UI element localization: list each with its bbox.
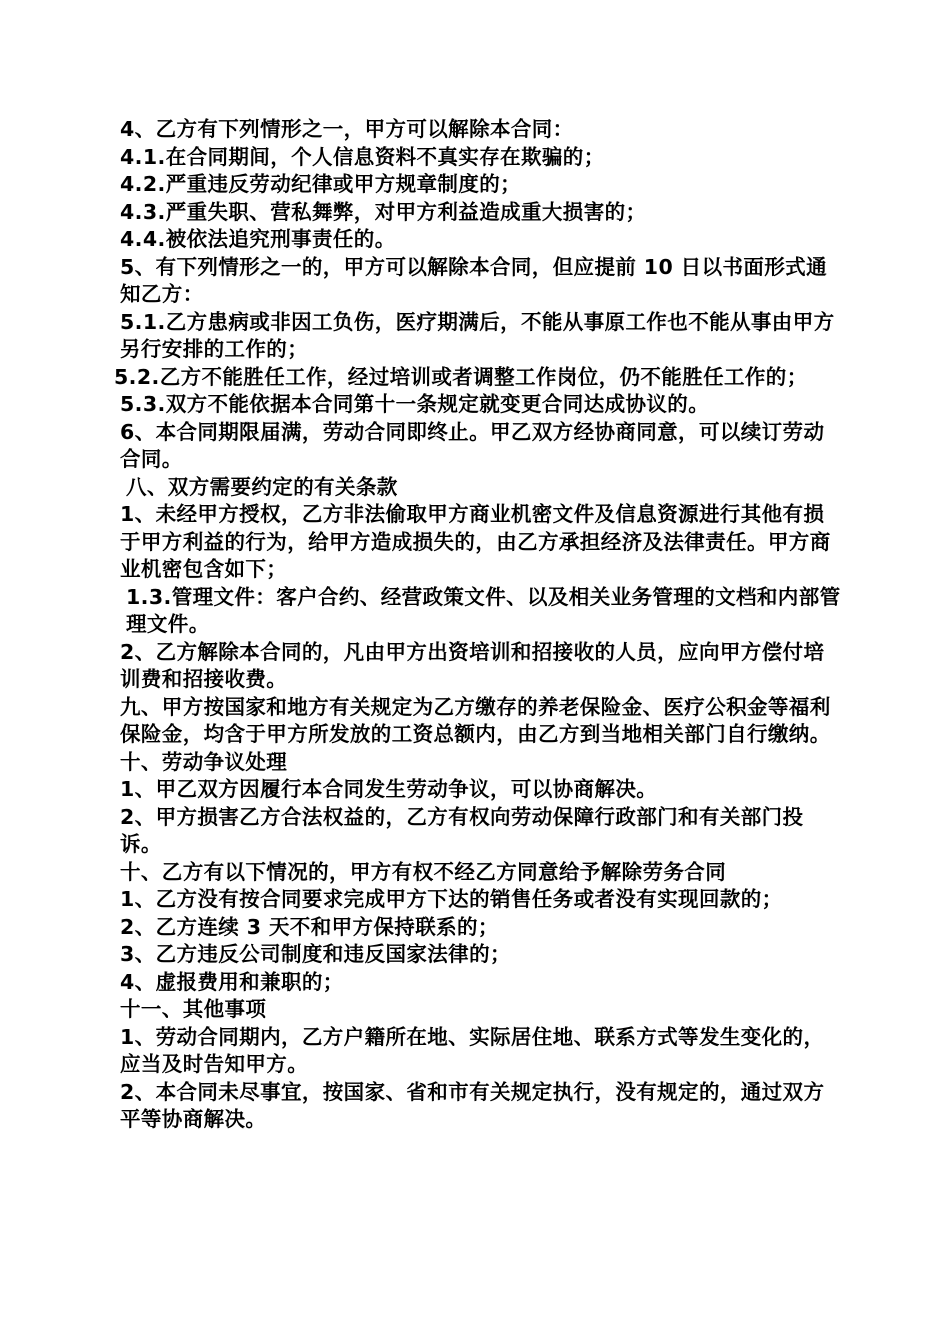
section-9: 九、甲方按国家和地方有关规定为乙方缴存的养老保险金、医疗公积金等福利保险金，均含于甲方所发放的工资总额内，由乙方到当地相关部门自行缴纳。 — [120, 694, 831, 746]
clause-6: 6、本合同期限届满，劳动合同即终止。甲乙双方经协商同意，可以续订劳动合同。 — [120, 419, 825, 471]
clause-4-3: 4.3.严重失职、营私舞弊，对甲方利益造成重大损害的； — [120, 199, 647, 224]
section-10b-clause-1: 1、乙方没有按合同要求完成甲方下达的销售任务或者没有实现回款的； — [120, 887, 783, 911]
clause-4: 4、乙方有下列情形之一，甲方可以解除本合同： — [120, 117, 574, 141]
section-11-heading: 十一、其他事项 — [120, 997, 267, 1021]
clause-4-4: 4.4.被依法追究刑事责任的。 — [120, 227, 396, 251]
section-10b-clause-3: 3、乙方违反公司制度和违反国家法律的； — [120, 942, 511, 966]
section-10-clause-2: 2、甲方损害乙方合法权益的，乙方有权向劳动保障行政部门和有关部门投诉。 — [120, 804, 804, 856]
clause-4-1: 4.1.在合同期间，个人信息资料不真实存在欺骗的； — [120, 144, 605, 169]
section-10b-clause-2: 2、乙方连续 3 天不和甲方保持联系的； — [120, 914, 499, 939]
section-10b-heading: 十、乙方有以下情况的，甲方有权不经乙方同意给予解除劳务合同 — [120, 859, 727, 884]
document-page — [114, 116, 844, 1134]
section-8-heading: 八、双方需要约定的有关条款 — [126, 474, 398, 499]
section-8-clause-1: 1、未经甲方授权，乙方非法偷取甲方商业机密文件及信息资源进行其他有损于甲方利益的行为，给甲方造成损失的，由乙方承担经济及法律责任。甲方商业机密包含如下； — [120, 502, 831, 581]
clause-5: 5、有下列情形之一的，甲方可以解除本合同，但应提前 10 日以书面形式通知乙方： — [120, 254, 827, 306]
section-11-clause-1: 1、劳动合同期内，乙方户籍所在地、实际居住地、联系方式等发生变化的，应当及时告知甲方。 — [120, 1024, 825, 1076]
section-10b-clause-4: 4、虚报费用和兼职的； — [120, 969, 344, 994]
clause-4-2: 4.2.严重违反劳动纪律或甲方规章制度的； — [120, 172, 522, 196]
section-11-clause-2: 2、本合同未尽事宜，按国家、省和市有关规定执行，没有规定的，通过双方平等协商解决。 — [120, 1079, 825, 1131]
clause-5-1: 5.1.乙方患病或非因工负伤，医疗期满后，不能从事原工作也不能从事由甲方另行安排的工作的； — [120, 309, 835, 361]
section-10-clause-1: 1、甲乙双方因履行本合同发生劳动争议，可以协商解决。 — [120, 777, 658, 801]
section-8-clause-1-3: 1.3.管理文件：客户合约、经营政策文件、以及相关业务管理的文档和内部管理文件。 — [126, 584, 841, 636]
section-10-heading: 十、劳动争议处理 — [120, 749, 288, 774]
section-8-clause-2: 2、乙方解除本合同的，凡由甲方出资培训和招接收的人员，应向甲方偿付培训费和招接收费。 — [120, 639, 825, 691]
clause-5-2: 5.2.乙方不能胜任工作，经过培训或者调整工作岗位，仍不能胜任工作的； — [114, 364, 808, 389]
clause-5-3: 5.3.双方不能依据本合同第十一条规定就变更合同达成协议的。 — [120, 392, 710, 416]
